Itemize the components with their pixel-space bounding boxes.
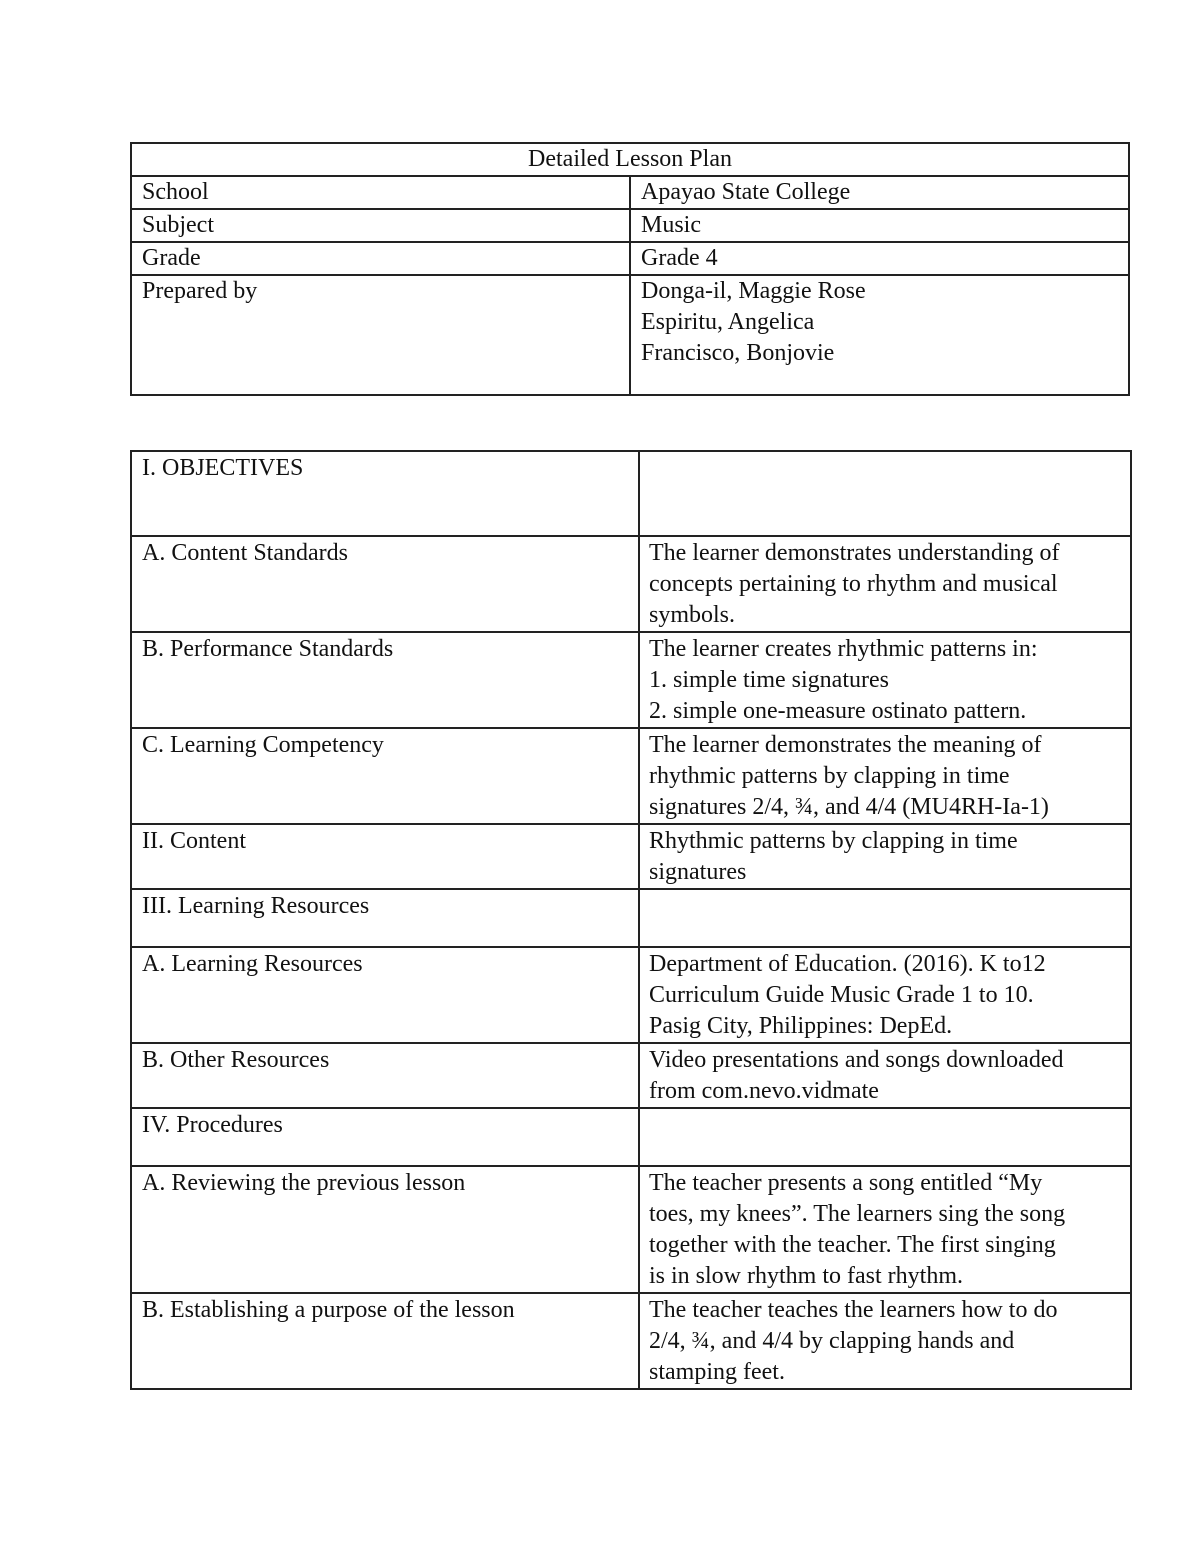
content-row — [131, 824, 1131, 889]
grade-row — [131, 242, 1129, 275]
school-label: School — [131, 176, 630, 209]
text-line: concepts pertaining to rhythm and musical — [649, 571, 1058, 597]
learning-competency-row — [131, 728, 1131, 824]
content-label: II. Content — [131, 824, 639, 889]
text-line: Curriculum Guide Music Grade 1 to 10. — [649, 982, 1034, 1008]
grade-value: Grade 4 — [630, 242, 1129, 275]
procedures-row — [131, 1108, 1131, 1166]
performance-standards-value — [639, 632, 1131, 728]
reviewing-row — [131, 1166, 1131, 1293]
text-line: The learner demonstrates understanding of — [649, 540, 1060, 566]
text-line: The teacher teaches the learners how to do — [649, 1297, 1058, 1323]
learning-resources-row — [131, 947, 1131, 1043]
other-resources-row — [131, 1043, 1131, 1108]
performance-standards-row — [131, 632, 1131, 728]
learning-resources-value — [639, 947, 1131, 1043]
purpose-value — [639, 1293, 1131, 1389]
school-row — [131, 176, 1129, 209]
school-value: Apayao State College — [630, 176, 1129, 209]
content-standards-row — [131, 536, 1131, 632]
text-line: symbols. — [649, 602, 736, 628]
content-value — [639, 824, 1131, 889]
text-line: signatures 2/4, ¾, and 4/4 (MU4RH-Ia-1) — [649, 794, 1049, 820]
text-line: Pasig City, Philippines: DepEd. — [649, 1013, 953, 1039]
content-standards-value — [639, 536, 1131, 632]
learning-resources-heading-value — [639, 889, 1131, 947]
prepared-by-label: Prepared by — [131, 275, 630, 395]
document-title: Detailed Lesson Plan — [131, 143, 1129, 176]
text-line: The learner creates rhythmic patterns in: — [649, 636, 1038, 662]
text-line: Department of Education. (2016). K to12 — [649, 951, 1046, 977]
text-line: stamping feet. — [649, 1359, 785, 1385]
text-line: The learner demonstrates the meaning of — [649, 732, 1042, 758]
text-line: 1. simple time signatures — [649, 667, 889, 693]
preparer-name: Espiritu, Angelica — [641, 309, 815, 335]
header-table — [130, 142, 1130, 396]
learning-competency-label: C. Learning Competency — [131, 728, 639, 824]
content-standards-label: A. Content Standards — [131, 536, 639, 632]
text-line: rhythmic patterns by clapping in time — [649, 763, 1010, 789]
text-line: 2. simple one-measure ostinato pattern. — [649, 698, 1027, 724]
objectives-row — [131, 451, 1131, 536]
text-line: is in slow rhythm to fast rhythm. — [649, 1263, 963, 1289]
procedures-value — [639, 1108, 1131, 1166]
prepared-by-row — [131, 275, 1129, 395]
subject-label: Subject — [131, 209, 630, 242]
procedures-label: IV. Procedures — [131, 1108, 639, 1166]
grade-label: Grade — [131, 242, 630, 275]
prepared-by-names — [630, 275, 1129, 395]
reviewing-value — [639, 1166, 1131, 1293]
other-resources-value — [639, 1043, 1131, 1108]
subject-row — [131, 209, 1129, 242]
reviewing-label: A. Reviewing the previous lesson — [131, 1166, 639, 1293]
text-line: from com.nevo.vidmate — [649, 1078, 879, 1104]
objectives-value — [639, 451, 1131, 536]
objectives-label: I. OBJECTIVES — [131, 451, 639, 536]
text-line: together with the teacher. The first singing — [649, 1232, 1056, 1258]
purpose-label: B. Establishing a purpose of the lesson — [131, 1293, 639, 1389]
text-line: The teacher presents a song entitled “My — [649, 1170, 1043, 1196]
subject-value: Music — [630, 209, 1129, 242]
text-line: signatures — [649, 859, 747, 885]
performance-standards-label: B. Performance Standards — [131, 632, 639, 728]
lesson-table — [130, 450, 1132, 1390]
learning-resources-heading-row — [131, 889, 1131, 947]
learning-competency-value — [639, 728, 1131, 824]
learning-resources-heading-label: III. Learning Resources — [131, 889, 639, 947]
preparer-name: Francisco, Bonjovie — [641, 340, 835, 366]
purpose-row — [131, 1293, 1131, 1389]
text-line: 2/4, ¾, and 4/4 by clapping hands and — [649, 1328, 1015, 1354]
text-line: Video presentations and songs downloaded — [649, 1047, 1064, 1073]
text-line: Rhythmic patterns by clapping in time — [649, 828, 1018, 854]
preparer-name: Donga-il, Maggie Rose — [641, 278, 866, 304]
text-line: toes, my knees”. The learners sing the song — [649, 1201, 1066, 1227]
learning-resources-label: A. Learning Resources — [131, 947, 639, 1043]
header-title-row — [131, 143, 1129, 176]
other-resources-label: B. Other Resources — [131, 1043, 639, 1108]
